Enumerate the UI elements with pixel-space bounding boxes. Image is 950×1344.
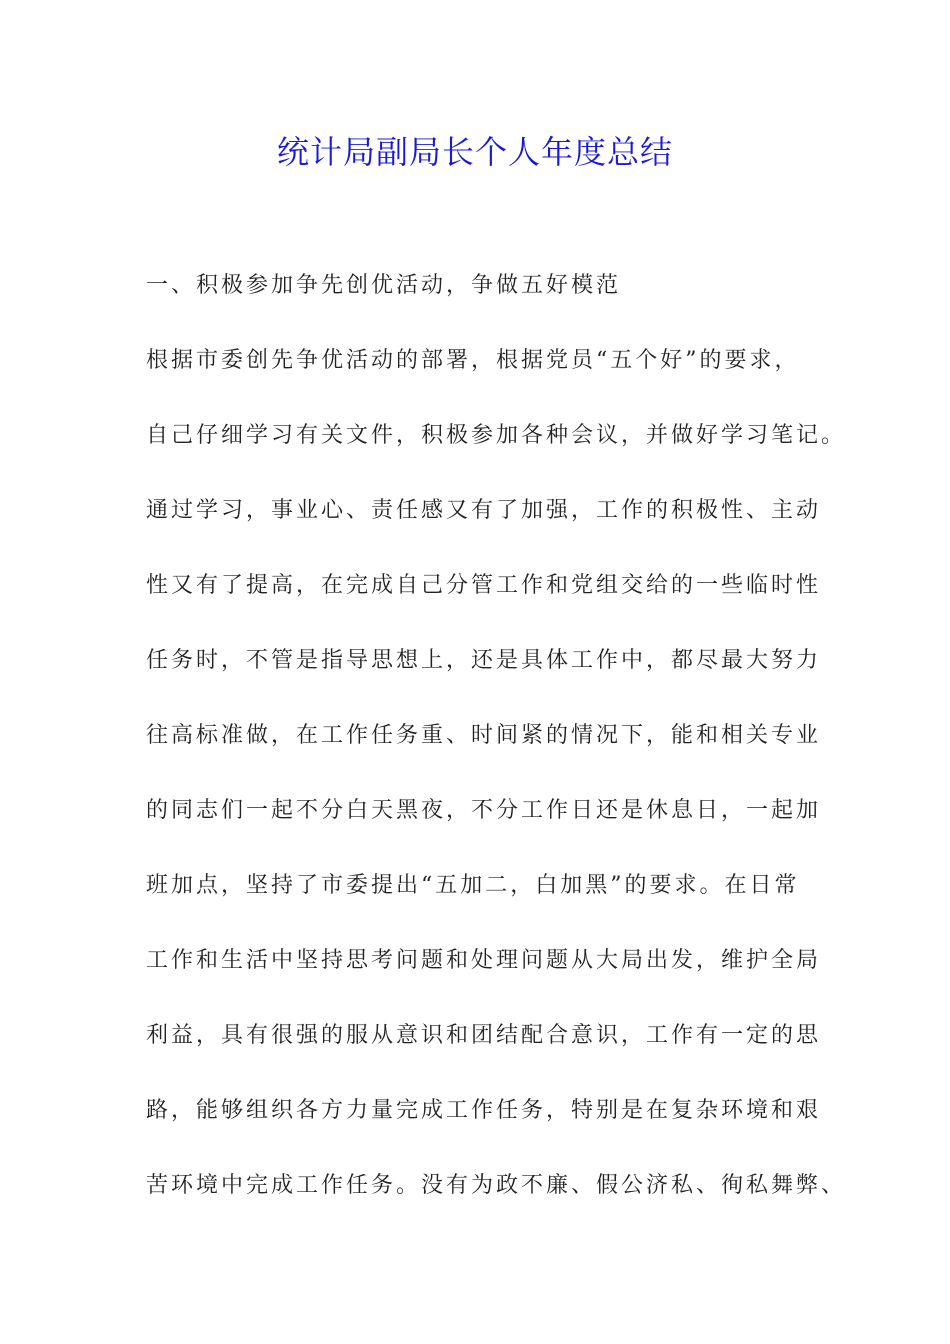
body-line: 自己仔细学习有关文件，积极参加各种会议，并做好学习笔记。 <box>146 423 847 448</box>
body-line: 工作和生活中坚持思考问题和处理问题从大局出发，维护全局 <box>146 948 822 973</box>
document-body <box>146 264 847 1239</box>
body-line: 通过学习，事业心、责任感又有了加强，工作的积极性、主动 <box>146 498 822 523</box>
body-line: 一、积极参加争先创优活动，争做五好模范 <box>146 273 622 298</box>
body-line: 班加点，坚持了市委提出“五加二，白加黑”的要求。在日常 <box>146 873 800 898</box>
body-line: 根据市委创先争优活动的部署，根据党员“五个好”的要求， <box>146 348 800 373</box>
body-line: 往高标准做，在工作任务重、时间紧的情况下，能和相关专业 <box>146 723 822 748</box>
body-line: 苦环境中完成工作任务。没有为政不廉、假公济私、徇私舞弊、 <box>146 1173 847 1198</box>
body-line: 性又有了提高，在完成自己分管工作和党组交给的一些临时性 <box>146 573 822 598</box>
body-line: 任务时，不管是指导思想上，还是具体工作中，都尽最大努力 <box>146 648 822 673</box>
document-title: 统计局副局长个人年度总结 <box>276 133 673 171</box>
body-line: 的同志们一起不分白天黑夜，不分工作日还是休息日，一起加 <box>146 798 822 823</box>
body-line: 利益，具有很强的服从意识和团结配合意识，工作有一定的思 <box>146 1023 822 1048</box>
body-line: 路，能够组织各方力量完成工作任务，特别是在复杂环境和艰 <box>146 1098 822 1123</box>
